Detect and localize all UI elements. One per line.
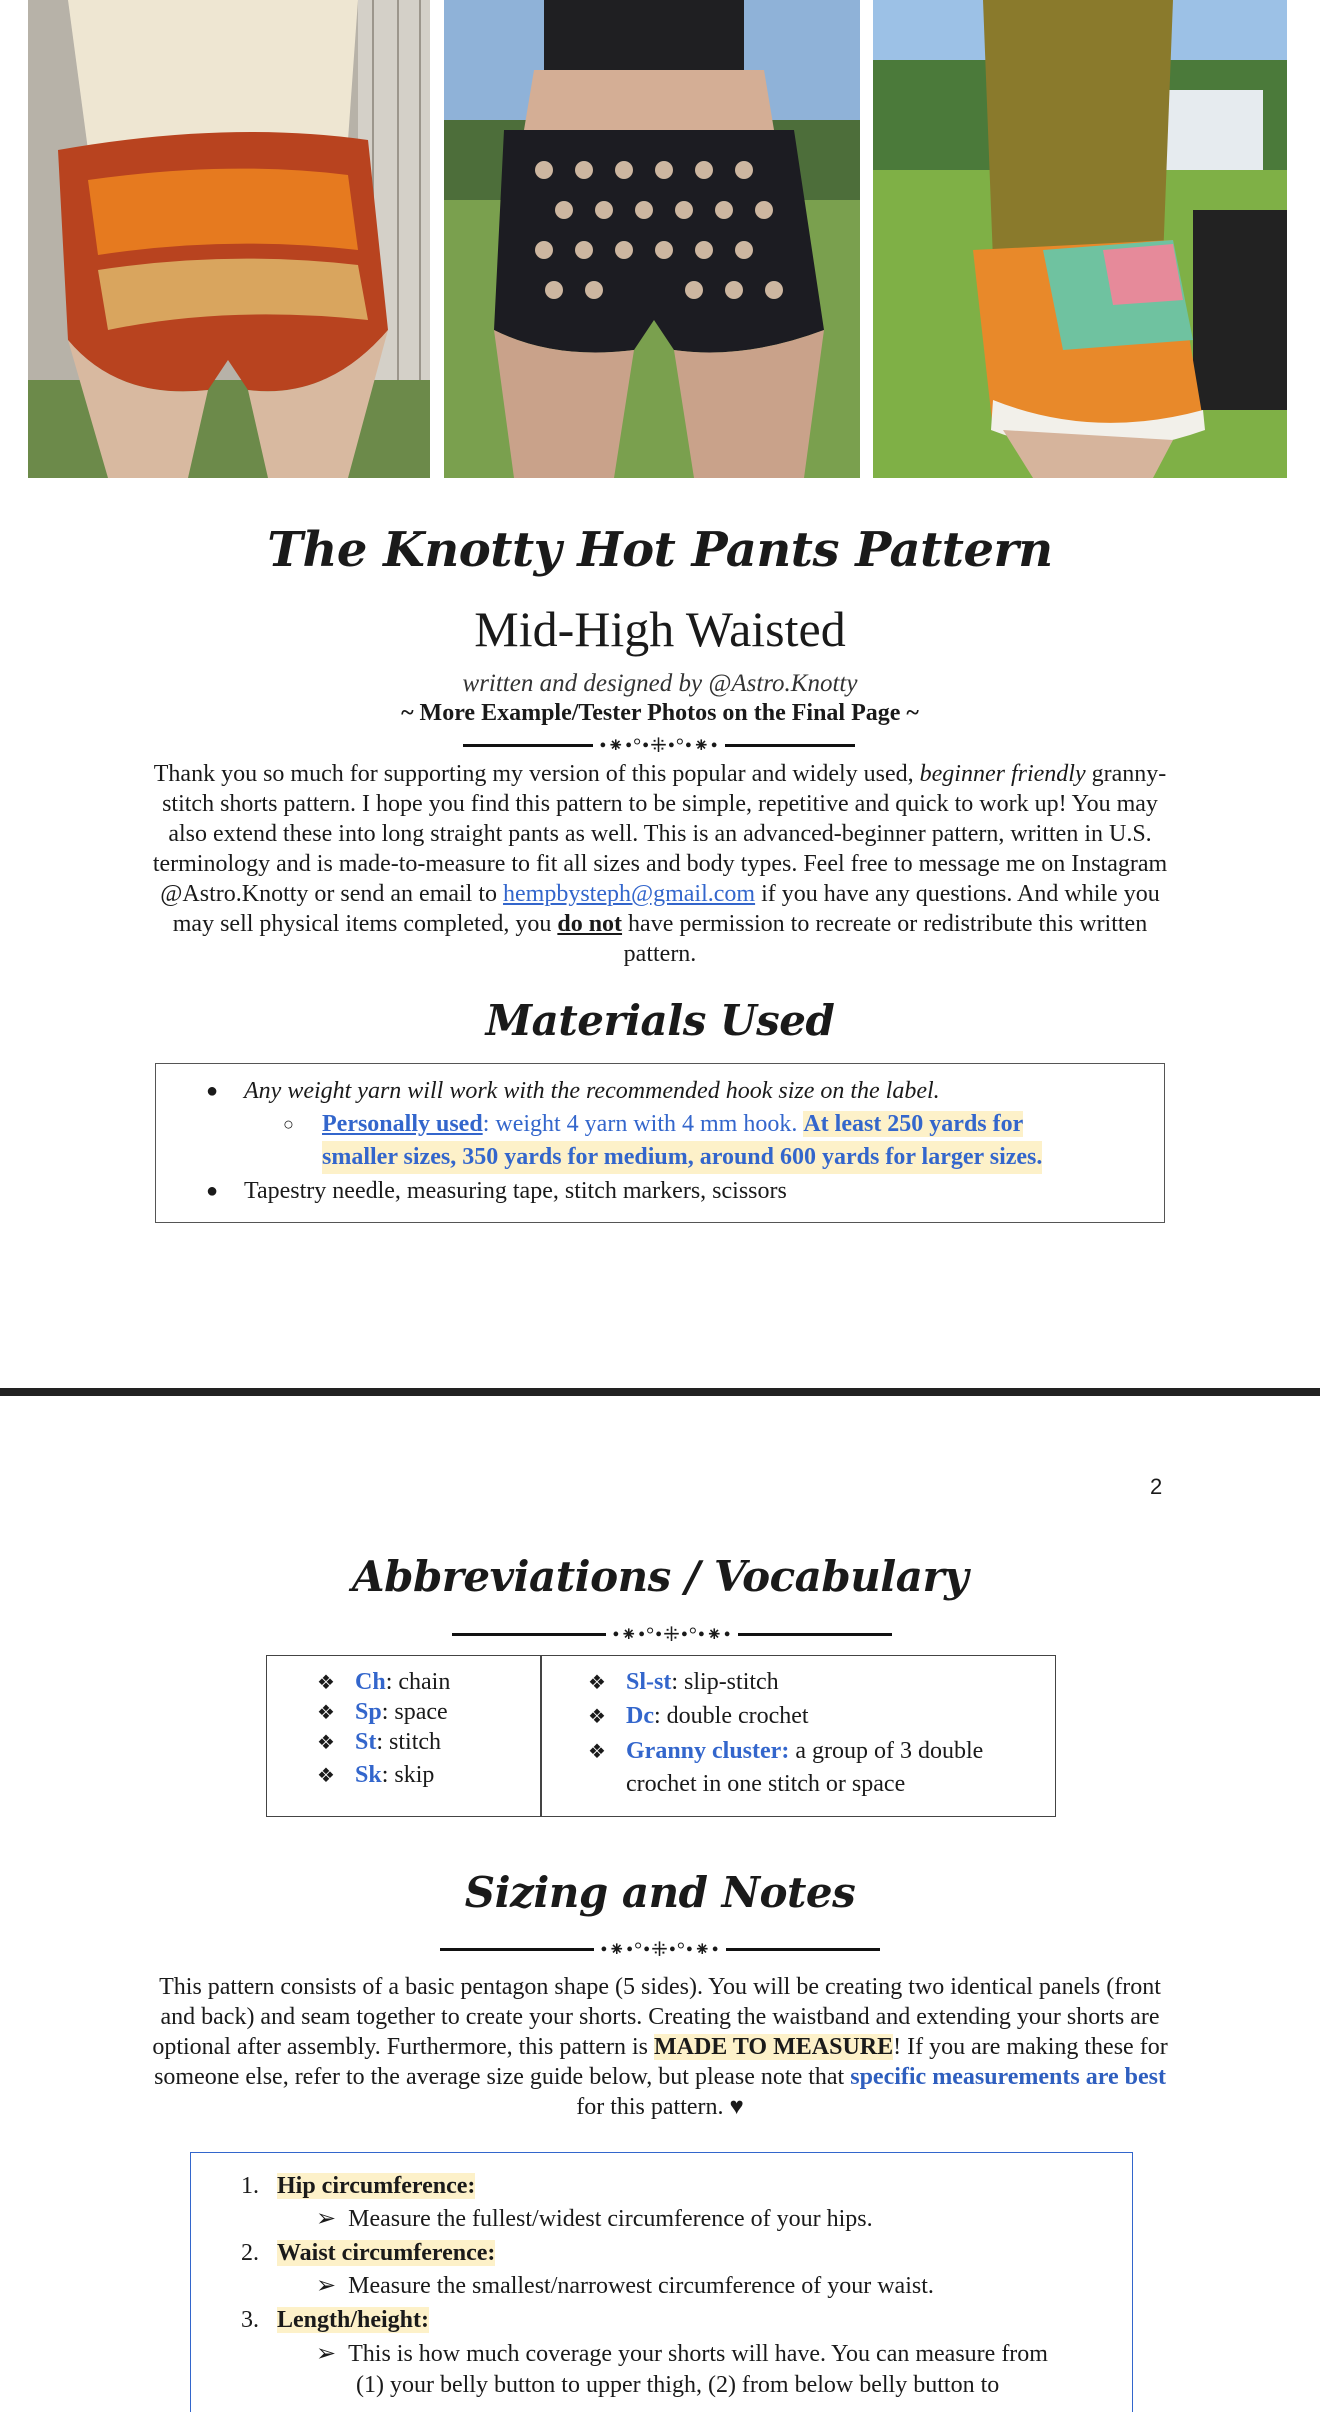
divider-line [452,1633,606,1636]
measure-item [241,2171,475,2201]
abbr-def: : chain [385,1669,451,1695]
measure-num: 1. [241,2173,259,2199]
specific-measurements-emphasis: specific measurements are best [850,2064,1166,2090]
abbr-def: : double crochet [653,1703,809,1729]
email-link[interactable]: hempbysteph@gmail.com [503,881,756,907]
sizing-heading: Sizing and Notes [464,1868,856,1917]
bullet-icon: ● [206,1180,219,1202]
divider-line [726,1948,880,1951]
measure-label: Waist circumference: [277,2240,496,2266]
abbr-term: Sl-st [626,1669,672,1695]
photo-patchwork-shorts [873,0,1287,478]
material-item-text: Any weight yarn will work with the recommended hook size on the label. [244,1078,940,1104]
subitem-text: : weight 4 yarn with 4 mm hook. [482,1111,804,1137]
measure-num: 3. [241,2307,259,2333]
pattern-title: The Knotty Hot Pants Pattern [267,522,1053,578]
abbr-term: St [355,1729,377,1755]
diamond-bullet-icon: ❖ [317,1672,335,1694]
abbr-item [317,1667,450,1698]
made-to-measure-highlight: MADE TO MEASURE [653,2034,894,2060]
abbr-term: Dc [626,1703,654,1729]
measure-desc-text: This is how much coverage your shorts will have. You can measure from [348,2341,1048,2367]
arrow-icon: ➢ [316,2273,337,2299]
personally-used-label: Personally used [322,1111,483,1137]
more-photos-note: ~ More Example/Tester Photos on the Final Page ~ [401,700,919,726]
diamond-bullet-icon: ❖ [317,1702,335,1724]
abbr-def: a group of 3 double [789,1738,984,1764]
intro-text: granny-stitch shorts pattern. I hope you find this pattern to be simple, repetitive and quick to work up! You may also extend these into long straight pants as well. This is an advanced-beginner pattern, written in U.S. terminology and is made-to-measure to fit all sizes and body types. Feel free to message me on Instagram @Astro.Knotty or send an email to [152,761,1168,907]
abbr-item-cont: crochet in one stitch or space [626,1771,906,1797]
divider-line [725,744,855,747]
ornament-divider [463,732,855,758]
abbr-def: : skip [381,1762,435,1788]
divider-line [738,1633,892,1636]
circle-bullet-icon: ○ [283,1114,294,1134]
measure-desc-text: Measure the fullest/widest circumference of your hips. [348,2206,873,2232]
abbreviations-table [266,1655,1056,1817]
page-number: 2 [1150,1474,1163,1499]
measure-desc-cont: (1) your belly button to upper thigh, (2) from below belly button to [356,2372,1000,2398]
diamond-bullet-icon: ❖ [588,1706,606,1728]
yardage-highlight: smaller sizes, 350 yards for medium, around 600 yards for larger sizes. [322,1141,1042,1174]
abbr-item [317,1697,448,1728]
photo-autumn-shorts [28,0,430,478]
divider-line [463,744,593,747]
byline: written and designed by @Astro.Knotty [462,670,858,697]
photo-black-tan-shorts [444,0,860,478]
divider-line [440,1948,594,1951]
yardage-highlight: At least 250 yards for [803,1111,1024,1137]
example-photos [0,0,1320,478]
divider-ornament: •⁕•°•⁜•°•⁕• [600,1938,720,1961]
arrow-icon: ➢ [316,2341,337,2367]
abbr-term: Ch [355,1669,386,1695]
abbr-item [317,1727,441,1758]
measure-num: 2. [241,2240,259,2266]
intro-text: have permission to recreate or redistribute this written pattern. [622,911,1148,967]
diamond-bullet-icon: ❖ [588,1741,606,1763]
intro-text: if you have any questions. And while you may sell physical items completed, you [172,881,1160,937]
measure-label: Hip circumference: [277,2173,476,2199]
do-not-emphasis: do not [557,911,623,937]
ornament-divider [440,1936,880,1962]
diamond-bullet-icon: ❖ [317,1765,335,1787]
material-item-text: Tapestry needle, measuring tape, stitch markers, scissors [244,1178,787,1204]
sizing-paragraph [150,1972,1170,2122]
abbr-term: Granny cluster: [626,1738,790,1764]
diamond-bullet-icon: ❖ [588,1672,606,1694]
measure-desc-text: Measure the smallest/narrowest circumference of your waist. [348,2273,934,2299]
abbr-term: Sk [355,1762,382,1788]
measure-desc [316,2204,873,2234]
page-break-bar [0,1388,1320,1396]
ornament-divider [452,1621,892,1647]
arrow-icon: ➢ [316,2206,337,2232]
measure-item [241,2238,495,2268]
abbr-def: : slip-stitch [671,1669,779,1695]
abbr-item [588,1701,809,1732]
diamond-bullet-icon: ❖ [317,1732,335,1754]
measure-item [241,2305,429,2335]
measure-label: Length/height: [277,2307,430,2333]
measure-desc [316,2339,1048,2369]
divider-ornament: •⁕•°•⁜•°•⁕• [612,1623,732,1646]
abbr-term: Sp [355,1699,382,1725]
sizing-text: ! If you are making these for someone else, refer to the average size guide below, but please note that [154,2034,1168,2090]
table-divider [540,1656,542,1816]
abbreviations-heading: Abbreviations / Vocabulary [351,1552,968,1601]
abbr-item [588,1736,983,1767]
divider-ornament: •⁕•°•⁜•°•⁕• [599,734,719,757]
intro-italic: beginner friendly [919,761,1086,787]
intro-paragraph [150,759,1170,969]
abbr-def: : space [381,1699,448,1725]
intro-text: Thank you so much for supporting my version of this popular and widely used, [153,761,920,787]
sizing-text: for this pattern. ♥ [576,2094,744,2120]
materials-box [155,1063,1165,1223]
bullet-icon: ● [206,1080,219,1102]
pattern-subtitle: Mid-High Waisted [474,601,846,657]
measurements-box [190,2152,1133,2412]
sizing-text: This pattern consists of a basic pentagon shape (5 sides). You will be creating two identical panels (front and back) and seam together to create your shorts. Creating the waistband and extending your shorts are optional after assembly. Furthermore, this pattern is [152,1974,1161,2060]
abbr-item [588,1667,779,1698]
abbr-def: : stitch [376,1729,442,1755]
measure-desc [316,2271,934,2301]
abbr-item [317,1760,434,1791]
materials-heading: Materials Used [485,996,835,1045]
